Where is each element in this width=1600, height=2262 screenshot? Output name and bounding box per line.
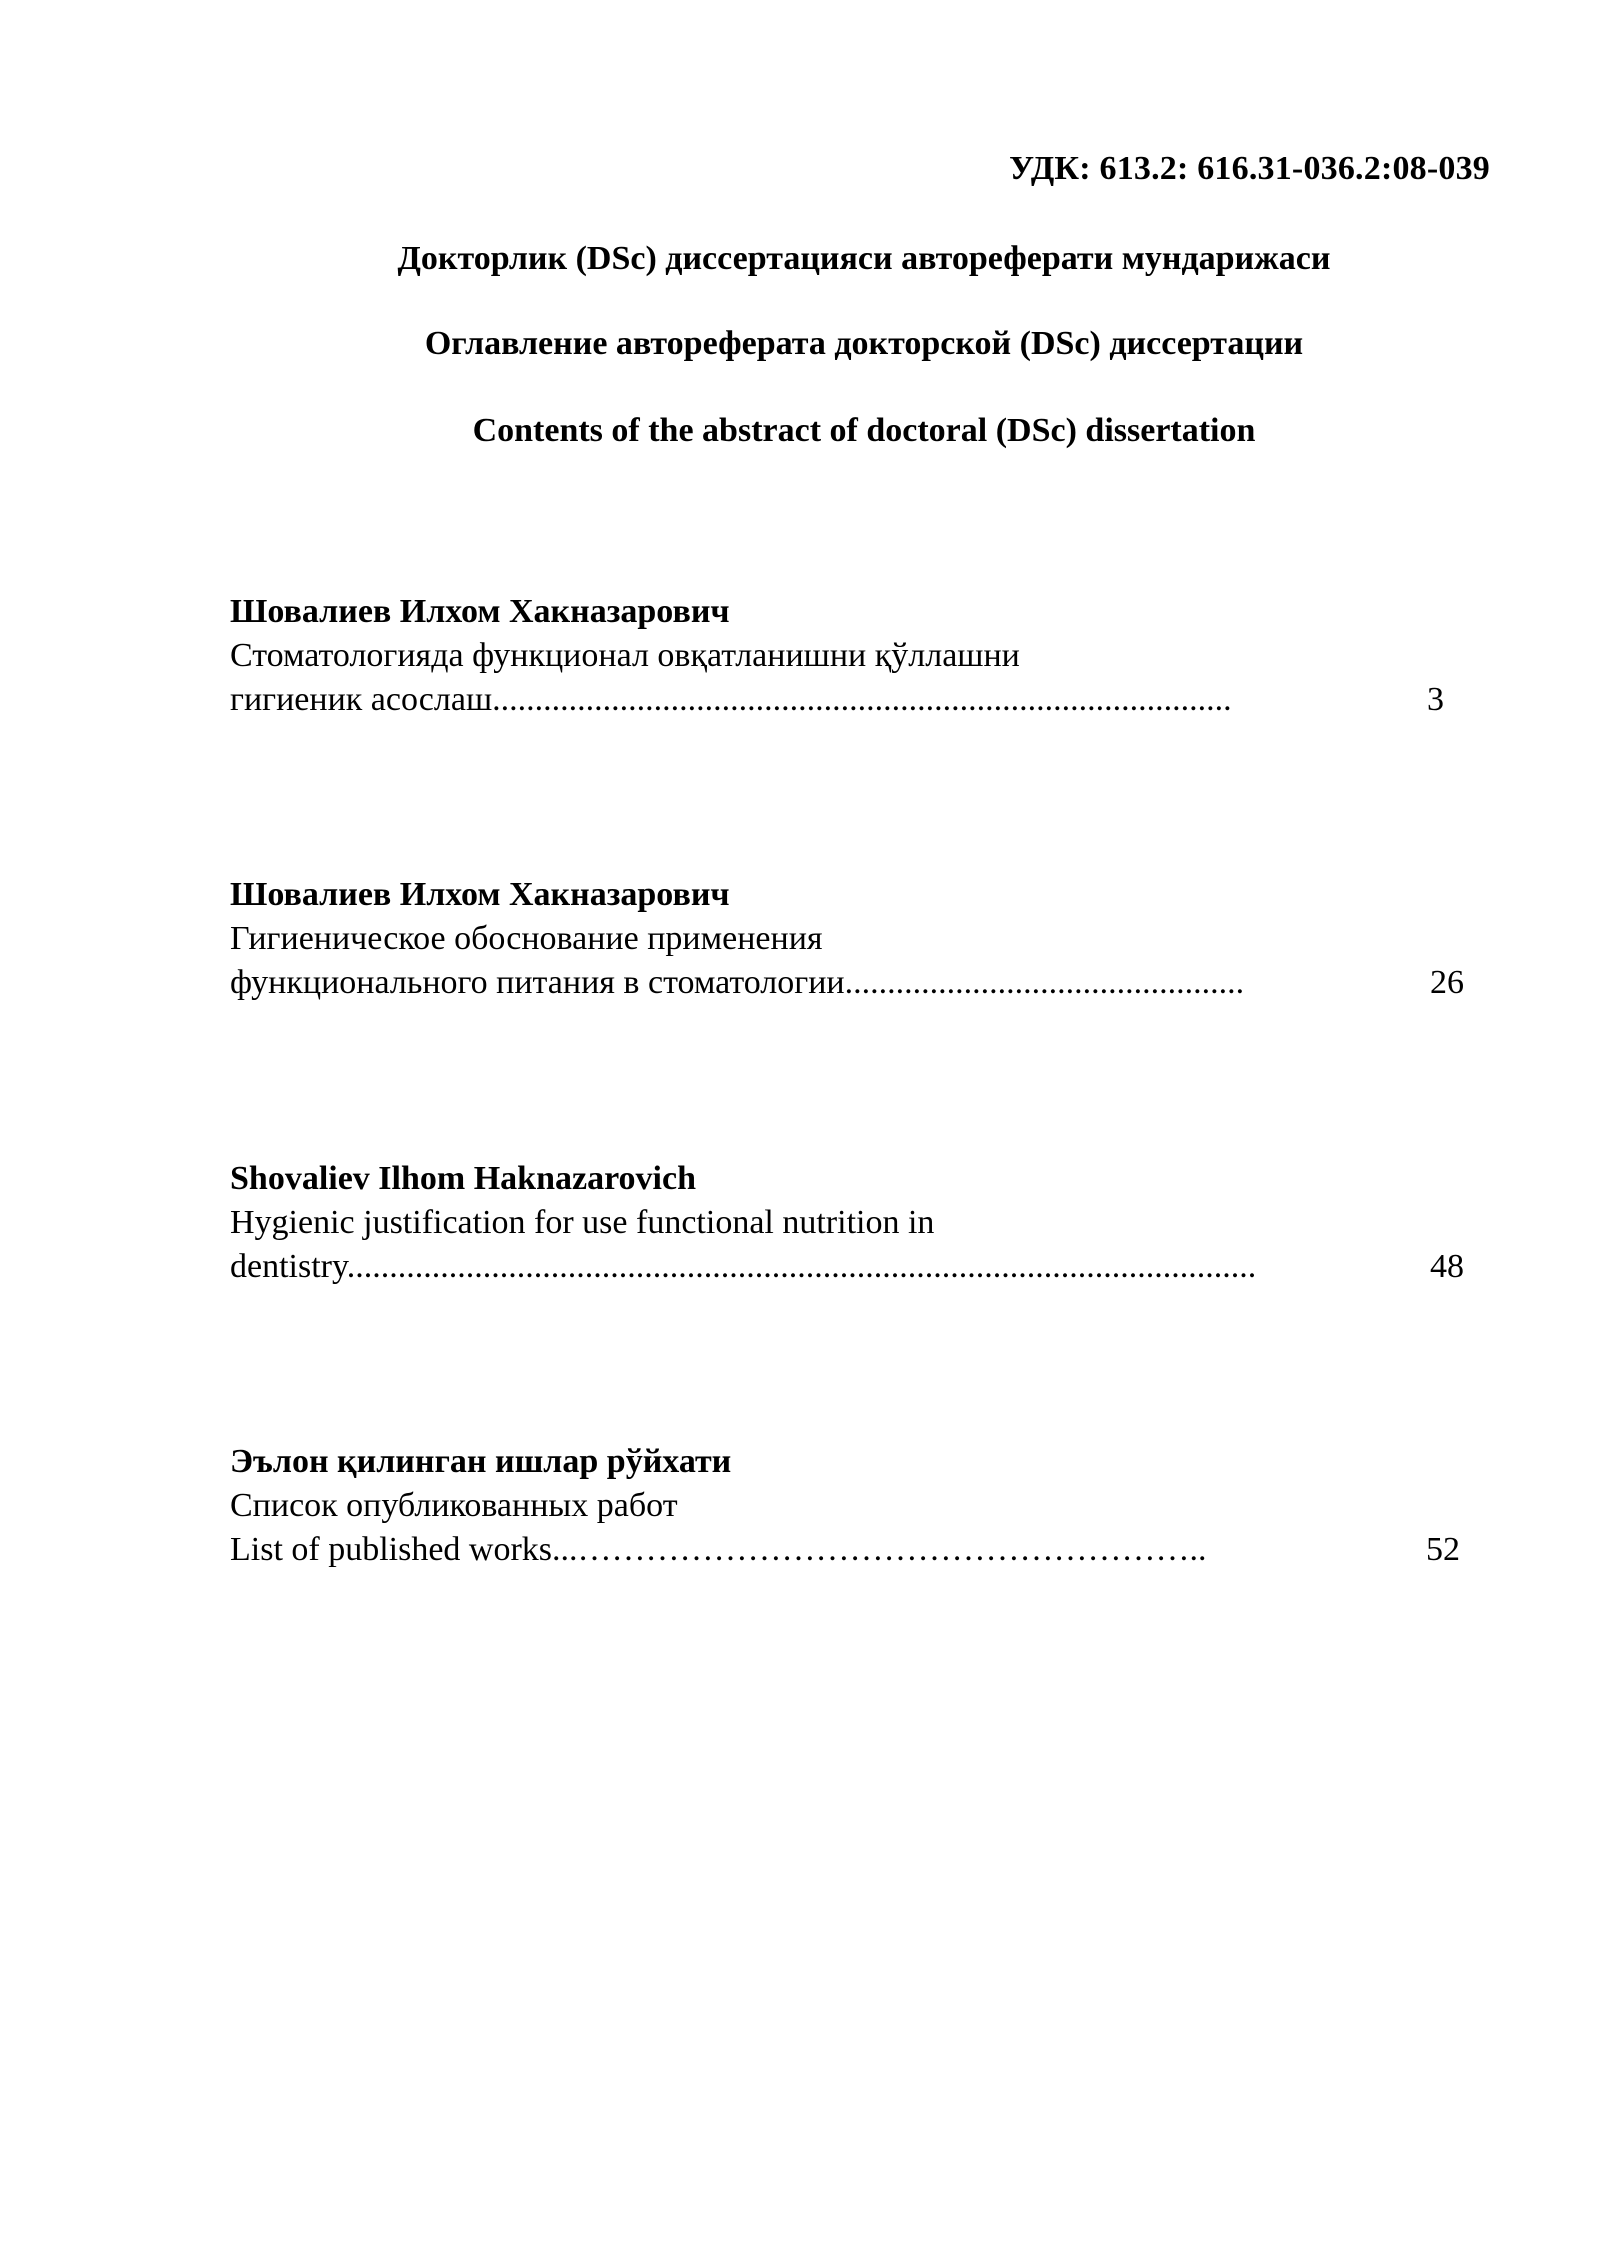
udc-code: УДК: 613.2: 616.31-036.2:08-039 — [1009, 150, 1490, 187]
toc-entry-title-line2-row — [230, 961, 1490, 1005]
toc-entry-title-line2-row — [230, 678, 1490, 722]
toc-entry-published-works — [230, 1440, 1490, 1572]
toc-entry-russian-abstract — [230, 873, 1490, 1005]
toc-entry-title-line2: гигиеник асослаш....................................................................................... — [230, 681, 1232, 718]
heading-uzbek: Докторлик (DSc) диссертацияси автореферати мундарижаси — [397, 240, 1331, 277]
toc-entry-page-number: 3 — [1427, 681, 1444, 718]
heading-russian: Оглавление автореферата докторской (DSc) диссертации — [424, 325, 1304, 362]
toc-entry-author: Шовалиев Илхом Хакназарович — [230, 593, 730, 630]
toc-entry-uzbek-abstract — [230, 590, 1490, 722]
toc-entry-title-line1: Гигиеническое обоснование применения — [230, 920, 823, 957]
toc-entry-page-number: 48 — [1430, 1248, 1464, 1285]
toc-entry-author: Шовалиев Илхом Хакназарович — [230, 876, 730, 913]
toc-entry-author: Shovaliev Ilhom Haknazarovich — [230, 1160, 696, 1197]
heading-english: Contents of the abstract of doctoral (DSc) dissertation — [472, 412, 1256, 449]
toc-entry-title-line1: Список опубликованных работ — [230, 1487, 678, 1524]
toc-entry-title-line2-row — [230, 1528, 1490, 1572]
toc-entry-title-line1: Стоматологияда функционал овқатланишни қўллашни — [230, 637, 1020, 674]
toc-entry-title-line2-row — [230, 1245, 1490, 1289]
toc-entry-title-line2: функционального питания в стоматологии............................................... — [230, 964, 1245, 1001]
toc-entry-title-line2: List of published works...……………………………………………….. — [230, 1531, 1207, 1568]
toc-entry-title-line2: dentistry........................................................................................................... — [230, 1248, 1257, 1285]
toc-entry-page-number: 26 — [1430, 964, 1464, 1001]
toc-entry-page-number: 52 — [1426, 1531, 1460, 1568]
toc-entry-title-line1: Hygienic justification for use functional nutrition in — [230, 1204, 935, 1241]
toc-entry-english-abstract — [230, 1157, 1490, 1289]
toc-entry-author: Эълон қилинган ишлар рўйхати — [230, 1443, 732, 1480]
